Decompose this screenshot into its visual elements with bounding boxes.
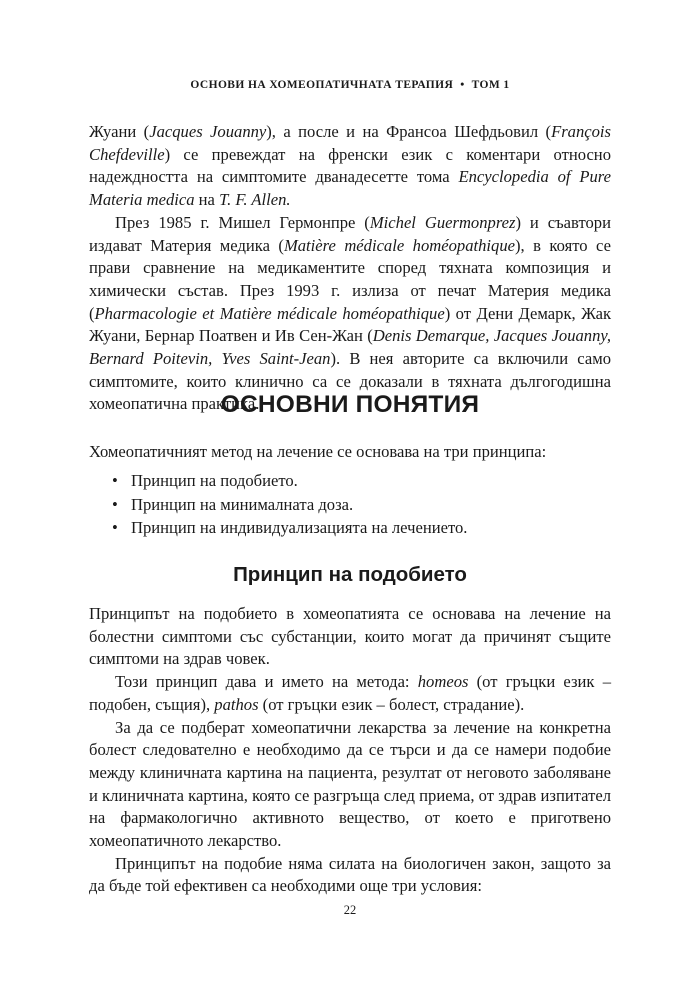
text-run: (от гръцки език – подобен, същия), (89, 672, 611, 714)
text-run: През 1985 г. Мишел Гермонпре ( (115, 212, 370, 232)
greek-term: homeos (417, 672, 469, 692)
running-header (0, 79, 700, 91)
list-item (112, 469, 467, 493)
running-header-volume: ТОМ 1 (471, 79, 510, 91)
running-header-title: ОСНОВИ НА ХОМЕОПАТИЧНАТА ТЕРАПИЯ (190, 79, 454, 91)
paragraph-similarity-4: Принципът на подобие няма силата на биологичен закон, защото за да бъде той ефективен са необходими още три условия: (89, 853, 611, 896)
text-run: ). В нея авторите са включили само симптомите, които клинично са се доказали в тяхната дългогодишна хомеопатична практика. (89, 349, 611, 414)
paragraph-similarity-3: За да се подберат хомеопатични лекарства за лечение на конкретна болест следователно е необходимо да се търси и да се намери подобие между клиничната картина на пациента, резултат от неговото заболяване и клиничната картина, която се разгръща след приема, от здрав изпитател на фармакологично активното вещество, от което е приготвено хомеопатичното лекарство. (89, 717, 611, 851)
list-item-label: Принцип на подобието. (131, 471, 298, 490)
bullet-icon: • (112, 518, 118, 537)
author-name-latin: Michel Guermonprez (369, 212, 516, 232)
list-item-label: Принцип на индивидуализацията на лечението. (131, 518, 468, 537)
text-run: Този принцип дава и името на метода: (115, 672, 418, 692)
book-title: Encyclopedia of Pure Materia medica (89, 167, 611, 210)
paragraph-history-1 (89, 121, 611, 212)
text-run: ) от Дени Демарк, Жак Жуани, Бернар Поатвен и Ив Сен-Жан ( (89, 303, 611, 346)
bullet-icon: • (112, 471, 118, 490)
list-item (112, 516, 467, 540)
text-run: ), в която се прави сравнение на медикаментите според тяхната композиция и химически състав. През 1993 г. излиза от печат Материя медика ( (89, 235, 611, 323)
book-title: Pharmacologie et Matière médicale homéopathique (94, 303, 445, 323)
paragraph-similarity-2 (89, 671, 611, 716)
similarity-section (89, 603, 611, 898)
paragraph-similarity-1: Принципът на подобието в хомеопатията се основава на лечение на болестни симптоми със субстанции, които могат да причинят същите симптоми на здрав човек. (89, 604, 611, 669)
section-heading-basic-concepts: ОСНОВНИ ПОНЯТИЯ (220, 391, 480, 418)
author-name-latin: Jacques Jouanny (149, 122, 267, 141)
author-names-latin: Denis Demarque, Jacques Jouanny, Bernard Poitevin, Yves Saint-Jean (89, 326, 611, 369)
bullet-icon: • (112, 494, 118, 514)
section-heading-similarity: Принцип на подобието (233, 563, 467, 586)
text-run: Жуани ( (89, 122, 150, 141)
author-name-latin: François Chefdeville (89, 122, 611, 164)
text-run: ) и съавтори издават Материя медика ( (89, 212, 611, 255)
text-run: ) се превеждат на френски език с коментари относно надеждността на симптомите дванадесетте тома (89, 144, 611, 187)
running-header-separator: • (460, 79, 465, 91)
text-run: (от гръцки език – болест, страдание). (258, 694, 525, 714)
page-number: 22 (343, 903, 357, 917)
principles-intro: Хомеопатичният метод на лечение се основава на три принципа: (89, 442, 547, 461)
list-item-label: Принцип на минималната доза. (131, 494, 354, 514)
author-name-latin: T. F. Allen. (219, 190, 291, 210)
greek-term: pathos (214, 694, 259, 714)
book-title: Matière médicale homéopathique (283, 235, 515, 255)
text-run: ), а после и на Франсоа Шефдьовил ( (266, 122, 552, 141)
list-item (112, 493, 467, 517)
text-run: на (194, 190, 220, 210)
history-section (89, 121, 611, 416)
principles-list (112, 469, 467, 540)
paragraph-history-2 (89, 212, 611, 416)
